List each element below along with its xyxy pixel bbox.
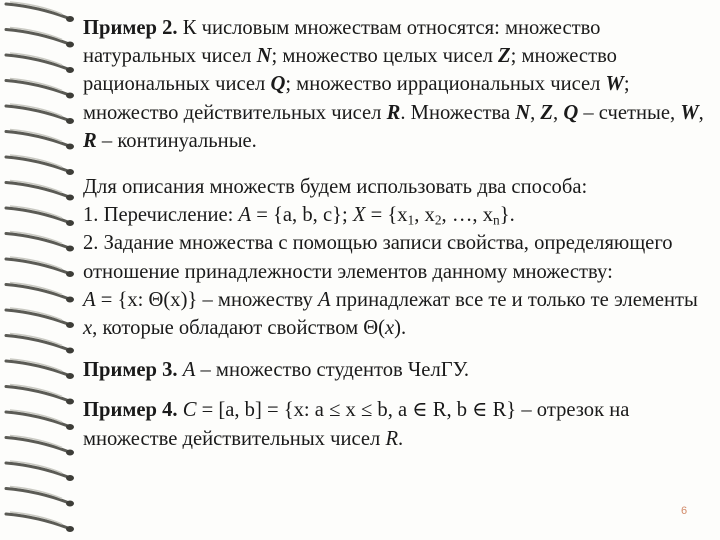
- text-fragment: К числовым множествам относятся: множество натуральных чисел: [83, 17, 601, 68]
- binding-hole: [66, 322, 74, 328]
- spiral-binding-decoration: [0, 0, 86, 540]
- symbol-Q: Q: [270, 73, 286, 96]
- binding-hole: [66, 246, 74, 252]
- symbol-Z: Z: [498, 45, 511, 68]
- example-2-title: Пример 2.: [83, 17, 178, 39]
- text-fragment: ; множество иррациональных чисел: [285, 73, 606, 96]
- text-fragment: , которые обладают свойством Θ(: [92, 317, 386, 340]
- binding-hole: [66, 271, 74, 277]
- text-fragment: , x: [414, 204, 435, 227]
- example-3-text: – множество студентов ЧелГУ.: [195, 359, 470, 382]
- symbol-R: R: [385, 427, 399, 450]
- binding-hole: [66, 220, 74, 226]
- example-4-title: Пример 4.: [83, 399, 178, 422]
- text-fragment: }.: [499, 204, 515, 227]
- set-A-definition: = {a, b, c};: [251, 204, 353, 227]
- symbol-R: R: [83, 129, 97, 152]
- slide-content: [83, 14, 713, 453]
- subscript: 2: [434, 212, 442, 228]
- binding-hole: [66, 195, 74, 201]
- symbol-N: N: [256, 45, 272, 68]
- text-fragment: ; множество целых чисел: [271, 45, 499, 68]
- symbol-X: X: [352, 204, 366, 227]
- example-4-formula: = [a, b] = {x: a ≤ x ≤ b, a ∈ R, b ∈ R} – отрезок на множестве действительных чисел: [83, 399, 630, 450]
- symbol-C: C: [182, 399, 197, 422]
- text-fragment: . Множества: [400, 101, 516, 124]
- symbol-A: A: [83, 288, 96, 311]
- binding-hole: [66, 67, 74, 73]
- binding-hole: [66, 399, 74, 405]
- binding-hole: [66, 373, 74, 379]
- symbol-W: W: [605, 73, 624, 96]
- binding-hole: [66, 144, 74, 150]
- symbol-N: N: [515, 101, 531, 124]
- symbol-Q: Q: [563, 101, 579, 124]
- text-fragment: , …, x: [441, 204, 493, 227]
- symbol-A: A: [182, 359, 196, 382]
- page-number: 6: [681, 505, 688, 517]
- methods-intro: Для описания множеств будем использовать два способа:: [83, 176, 588, 199]
- set-X-definition: = {x: [365, 204, 408, 227]
- property-formula: = {x: Θ(x)} – множеству: [95, 288, 318, 311]
- method-2-text: 2. Задание множества с помощью записи свойства, определяющего отношение принадлежности элементов данному множеству:: [83, 232, 673, 283]
- binding-hole: [66, 475, 74, 481]
- text-fragment: ; множество рациональных чисел: [83, 45, 617, 96]
- binding-hole: [66, 169, 74, 175]
- symbol-x: x: [385, 317, 395, 340]
- symbol-R: R: [386, 101, 401, 124]
- binding-hole: [66, 526, 74, 532]
- symbol-Z: Z: [540, 101, 554, 124]
- example-3-title: Пример 3.: [83, 359, 178, 382]
- example-2-paragraph: Пример 2. К числовым множествам относятся: множество натуральных чисел N; множество целых чисел Z; множество рациональных чисел Q; множество иррациональных чисел W; множество действительных чисел R. Множества N, Z, Q – счетные, W, R – континуальные.: [83, 17, 704, 152]
- binding-hole: [66, 118, 74, 124]
- method-1-label: 1. Перечисление:: [83, 204, 239, 227]
- binding-hole: [66, 42, 74, 48]
- text-fragment: ; множество действительных чисел: [83, 73, 630, 124]
- text-fragment: ).: [394, 317, 407, 340]
- text-fragment: принадлежат все те и только те элементы: [330, 288, 698, 311]
- binding-hole: [66, 348, 74, 354]
- binding-hole: [66, 424, 74, 430]
- symbol-W: W: [680, 101, 699, 124]
- example-3-paragraph: [83, 356, 713, 384]
- methods-paragraph: [83, 173, 713, 342]
- text-fragment: – счетные,: [578, 101, 681, 124]
- binding-hole: [66, 16, 74, 22]
- symbol-A: A: [317, 288, 331, 311]
- text-fragment: – континуальные.: [96, 129, 257, 152]
- binding-hole: [66, 93, 74, 99]
- symbol-A: A: [238, 204, 252, 227]
- binding-hole: [66, 501, 74, 507]
- text-fragment: .: [398, 427, 404, 450]
- subscript: n: [493, 212, 500, 228]
- binding-hole: [66, 450, 74, 456]
- symbol-x: x: [83, 317, 93, 340]
- subscript: 1: [407, 212, 415, 228]
- example-4-paragraph: [83, 396, 713, 452]
- binding-hole: [66, 297, 74, 303]
